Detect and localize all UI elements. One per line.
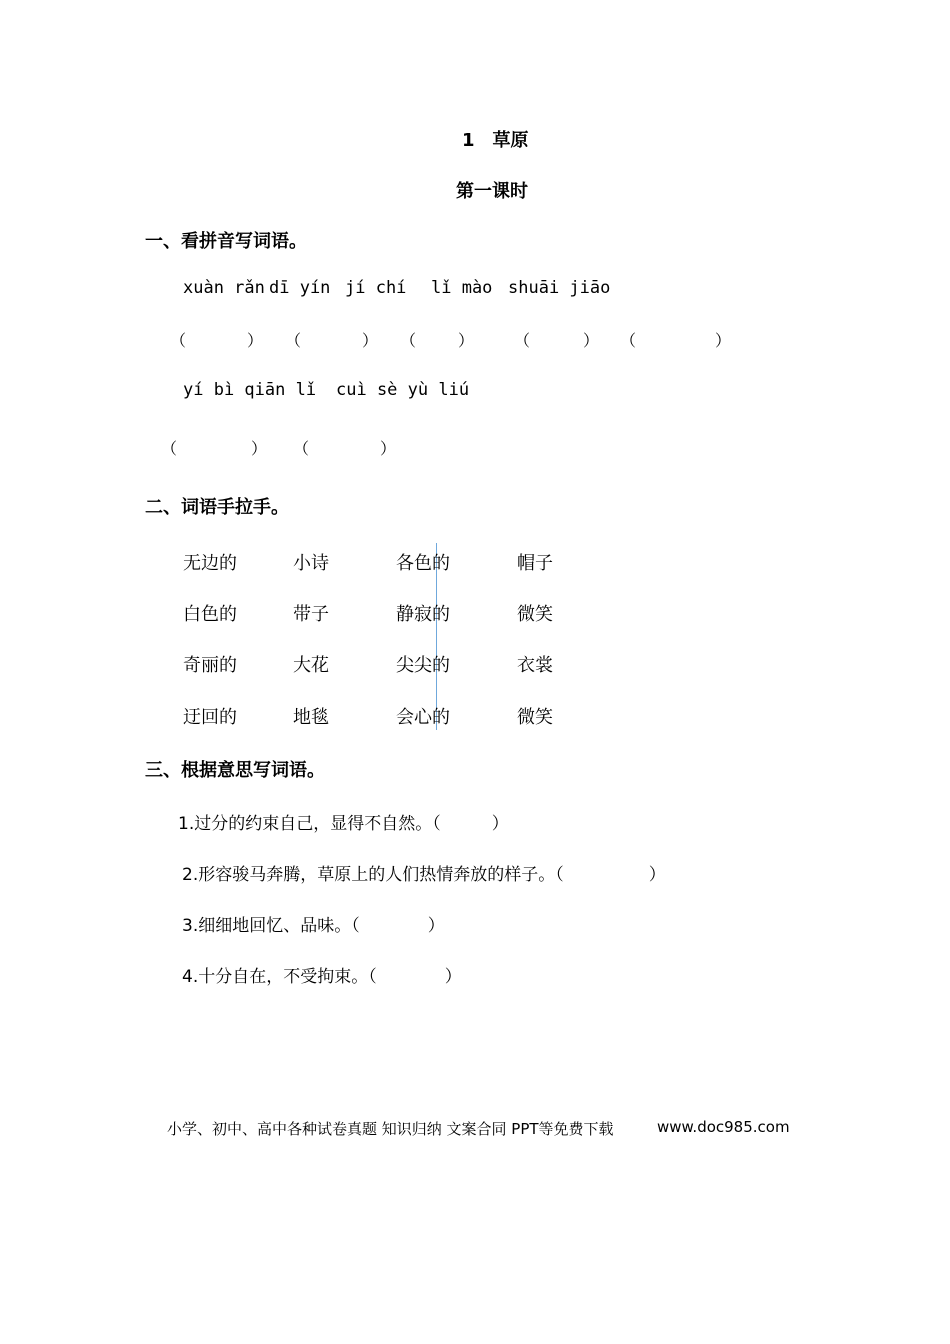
answer-box-open: （ — [285, 331, 302, 350]
answer-box-open: （ — [170, 331, 187, 350]
pinyin-item: yí bì qiān lǐ — [183, 380, 317, 400]
question-item: 4.十分自在，不受拘束。（ ） — [182, 967, 462, 987]
pinyin-item: xuàn rǎn — [183, 278, 265, 298]
match-word: 奇丽的 — [183, 655, 237, 676]
match-word: 微笑 — [517, 604, 553, 625]
answer-box-open: （ — [620, 331, 637, 350]
section1-heading: 一、看拼音写词语。 — [145, 231, 307, 252]
match-word: 静寂的 — [396, 604, 450, 625]
answer-box-close: ） — [247, 331, 264, 350]
section2-heading: 二、词语手拉手。 — [145, 497, 289, 518]
match-word: 小诗 — [293, 553, 329, 574]
pinyin-item: cuì sè yù liú — [336, 380, 470, 400]
page-title: 1 草原 — [462, 130, 529, 151]
answer-box-close: ） — [362, 331, 379, 350]
match-word: 尖尖的 — [396, 655, 450, 676]
match-word: 大花 — [293, 655, 329, 676]
question-item: 1.过分的约束自己，显得不自然。（ ） — [178, 814, 509, 834]
footer-url[interactable]: www.doc985.com — [657, 1118, 790, 1136]
section3-heading: 三、根据意思写词语。 — [145, 760, 325, 781]
pinyin-item: shuāi jiāo — [508, 278, 611, 298]
pinyin-item: dī yín — [269, 278, 331, 298]
match-word: 迂回的 — [183, 707, 237, 728]
answer-box-open: （ — [293, 439, 310, 458]
answer-box-close: ） — [251, 439, 268, 458]
match-word: 帽子 — [517, 553, 553, 574]
answer-box-open: （ — [161, 439, 178, 458]
answer-box-close: ） — [715, 331, 732, 350]
match-word: 无边的 — [183, 553, 237, 574]
match-word: 各色的 — [396, 553, 450, 574]
match-word: 会心的 — [396, 707, 450, 728]
answer-box-close: ） — [380, 439, 397, 458]
match-word: 地毯 — [293, 707, 329, 728]
pinyin-item: lǐ mào — [431, 278, 493, 298]
match-word: 带子 — [293, 604, 329, 625]
match-word: 白色的 — [183, 604, 237, 625]
question-item: 3.细细地回忆、品味。（ ） — [182, 916, 445, 936]
match-word: 衣裳 — [517, 655, 553, 676]
answer-box-open: （ — [514, 331, 531, 350]
answer-box-close: ） — [583, 331, 600, 350]
page-subtitle: 第一课时 — [456, 181, 528, 202]
footer-text: 小学、初中、高中各种试卷真题 知识归纳 文案合同 PPT等免费下载 — [167, 1120, 614, 1138]
pinyin-item: jí chí — [345, 278, 407, 298]
answer-box-close: ） — [458, 331, 475, 350]
question-item: 2.形容骏马奔腾，草原上的人们热情奔放的样子。（ ） — [182, 865, 666, 885]
answer-box-open: （ — [400, 331, 417, 350]
match-word: 微笑 — [517, 707, 553, 728]
